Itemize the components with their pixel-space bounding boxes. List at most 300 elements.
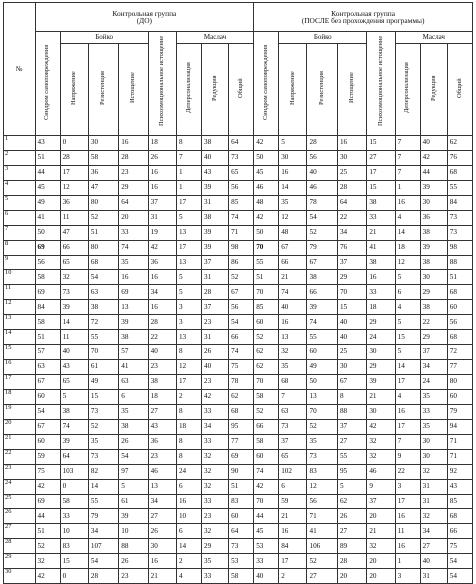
before-cell: 18: [148, 389, 176, 404]
before-cell: 23: [148, 360, 176, 375]
before-cell: 85: [229, 195, 254, 210]
before-cell: 18: [148, 136, 176, 151]
after-resistance-header: Резистенция: [307, 44, 337, 136]
table-row: [4, 360, 473, 375]
after-cell: 21: [367, 389, 395, 404]
after-cell: 7: [395, 434, 420, 449]
before-cell: 73: [60, 285, 88, 300]
after-cell: 43: [447, 479, 472, 494]
before-cell: 31: [201, 195, 228, 210]
before-cell: 6: [176, 524, 201, 539]
before-cell: 26: [201, 345, 228, 360]
before-cell: 60: [35, 389, 60, 404]
after-cell: 52: [254, 330, 279, 345]
row-number: 16: [4, 360, 36, 375]
after-cell: 7: [395, 136, 420, 151]
table-row: [4, 494, 473, 509]
after-cell: 71: [447, 449, 472, 464]
table-row: [4, 180, 473, 195]
after-cell: 15: [367, 136, 395, 151]
before-cell: 54: [229, 315, 254, 330]
after-cell: 16: [337, 136, 366, 151]
row-number: 10: [4, 270, 36, 285]
after-cell: 73: [447, 225, 472, 240]
after-cell: 12: [395, 255, 420, 270]
after-cell: 67: [279, 240, 307, 255]
after-cell: 21: [367, 524, 395, 539]
after-cell: 67: [337, 375, 366, 390]
after-cell: 11: [395, 524, 420, 539]
after-cell: 16: [395, 404, 420, 419]
before-cell: 98: [229, 240, 254, 255]
results-table: [3, 2, 473, 584]
before-cell: 27: [148, 509, 176, 524]
after-cell: 50: [307, 375, 337, 390]
after-cell: 85: [254, 300, 279, 315]
after-cell: 71: [447, 434, 472, 449]
before-cell: 39: [201, 180, 228, 195]
before-cell: 32: [201, 479, 228, 494]
after-cell: 106: [307, 539, 337, 554]
before-cell: 39: [201, 225, 228, 240]
after-cell: 34: [420, 524, 447, 539]
after-cell: 22: [337, 210, 366, 225]
before-cell: 31: [201, 330, 228, 345]
after-cell: 32: [367, 449, 395, 464]
after-cell: 38: [420, 300, 447, 315]
after-cell: 35: [279, 360, 307, 375]
before-cell: 62: [229, 389, 254, 404]
before-cell: 15: [60, 554, 88, 569]
before-cell: 75: [35, 464, 60, 479]
after-cell: 38: [420, 255, 447, 270]
before-cell: 43: [60, 360, 88, 375]
after-cell: 70: [254, 494, 279, 509]
before-cell: 77: [229, 434, 254, 449]
before-cell: 38: [88, 300, 118, 315]
after-cell: 35: [420, 419, 447, 434]
row-number: 15: [4, 345, 36, 360]
before-tension-header: Напряжение: [60, 44, 88, 136]
after-cell: 62: [254, 345, 279, 360]
before-cell: 42: [35, 569, 60, 584]
before-cell: 67: [35, 375, 60, 390]
before-cell: 74: [229, 345, 254, 360]
after-cell: 17: [395, 494, 420, 509]
before-cell: 34: [148, 285, 176, 300]
after-cell: 40: [307, 165, 337, 180]
table-row: [4, 330, 473, 345]
after-exhaustion-header: Истощение: [337, 44, 366, 136]
before-cell: 34: [148, 494, 176, 509]
after-cell: 25: [337, 165, 366, 180]
after-cell: 32: [420, 464, 447, 479]
after-cell: 42: [254, 136, 279, 151]
before-cell: 57: [35, 345, 60, 360]
before-cell: 13: [119, 300, 148, 315]
before-cell: 65: [229, 165, 254, 180]
after-cell: 20: [367, 509, 395, 524]
row-number: 4: [4, 180, 36, 195]
after-cell: 33: [254, 554, 279, 569]
after-cell: 85: [447, 494, 472, 509]
table-row: [4, 285, 473, 300]
before-cell: 36: [88, 165, 118, 180]
after-cell: 9: [367, 479, 395, 494]
before-cell: 13: [148, 479, 176, 494]
row-number: 1: [4, 136, 36, 151]
before-cell: 2: [176, 554, 201, 569]
after-cell: 26: [337, 509, 366, 524]
after-cell: 63: [279, 404, 307, 419]
before-cell: 58: [88, 150, 118, 165]
after-cell: 29: [420, 285, 447, 300]
before-cell: 40: [148, 345, 176, 360]
before-cell: 31: [148, 210, 176, 225]
before-cell: 69: [35, 240, 60, 255]
after-cell: 16: [395, 539, 420, 554]
before-cell: 42: [35, 479, 60, 494]
row-number: 20: [4, 419, 36, 434]
before-cell: 39: [119, 315, 148, 330]
before-cell: 33: [201, 569, 228, 584]
after-cell: 28: [337, 554, 366, 569]
before-cell: 8: [176, 404, 201, 419]
after-cell: 30: [420, 449, 447, 464]
before-cell: 84: [35, 300, 60, 315]
row-number: 8: [4, 240, 36, 255]
after-cell: 56: [307, 150, 337, 165]
row-number: 13: [4, 315, 36, 330]
before-cell: 72: [88, 315, 118, 330]
after-cell: 68: [447, 285, 472, 300]
table-row: [4, 345, 473, 360]
before-resistance-header: Резистенция: [88, 44, 118, 136]
after-cell: 1: [395, 180, 420, 195]
before-cell: 33: [60, 509, 88, 524]
after-total-header: Общий: [447, 44, 472, 136]
before-cell: 69: [119, 285, 148, 300]
before-cell: 64: [60, 449, 88, 464]
after-cell: 40: [254, 569, 279, 584]
after-cell: 27: [420, 539, 447, 554]
after-cell: 21: [367, 225, 395, 240]
row-number: 3: [4, 165, 36, 180]
after-syndrome-header: Синдром самоповреждения: [254, 32, 279, 136]
row-number: 19: [4, 404, 36, 419]
after-cell: 31: [420, 569, 447, 584]
after-cell: 51: [254, 270, 279, 285]
row-number: 7: [4, 225, 36, 240]
table-row: [4, 165, 473, 180]
after-cell: 54: [447, 569, 472, 584]
before-cell: 47: [88, 180, 118, 195]
after-cell: 12: [307, 479, 337, 494]
after-cell: 40: [337, 315, 366, 330]
after-cell: 45: [254, 165, 279, 180]
after-cell: 102: [279, 464, 307, 479]
after-cell: 45: [254, 524, 279, 539]
before-cell: 26: [148, 150, 176, 165]
after-cell: 39: [367, 375, 395, 390]
after-cell: 74: [254, 464, 279, 479]
after-cell: 14: [279, 180, 307, 195]
after-cell: 28: [337, 180, 366, 195]
after-cell: 73: [447, 210, 472, 225]
before-cell: 54: [35, 404, 60, 419]
before-cell: 5: [60, 389, 88, 404]
after-cell: 22: [420, 315, 447, 330]
after-cell: 29: [367, 315, 395, 330]
after-cell: 33: [420, 404, 447, 419]
table-row: [4, 136, 473, 151]
after-cell: 28: [307, 136, 337, 151]
after-cell: 89: [337, 539, 366, 554]
after-cell: 17: [395, 419, 420, 434]
before-cell: 8: [176, 345, 201, 360]
before-cell: 79: [88, 509, 118, 524]
after-cell: 68: [447, 509, 472, 524]
before-cell: 23: [148, 449, 176, 464]
before-cell: 16: [148, 554, 176, 569]
after-cell: 98: [447, 240, 472, 255]
row-number: 28: [4, 539, 36, 554]
before-cell: 37: [201, 255, 228, 270]
after-cell: 66: [279, 255, 307, 270]
row-number: 18: [4, 389, 36, 404]
before-cell: 10: [60, 524, 88, 539]
before-cell: 5: [176, 285, 201, 300]
before-cell: 52: [35, 539, 60, 554]
after-cell: 4: [395, 300, 420, 315]
before-cell: 60: [229, 509, 254, 524]
after-cell: 70: [337, 285, 366, 300]
after-cell: 32: [420, 509, 447, 524]
before-cell: 29: [119, 180, 148, 195]
before-cell: 49: [35, 195, 60, 210]
before-cell: 58: [35, 270, 60, 285]
after-cell: 70: [254, 285, 279, 300]
before-cell: 3: [176, 300, 201, 315]
row-number: 6: [4, 210, 36, 225]
after-cell: 73: [279, 419, 307, 434]
after-cell: 52: [254, 404, 279, 419]
before-cell: 10: [119, 524, 148, 539]
after-cell: 31: [420, 494, 447, 509]
after-cell: 52: [307, 419, 337, 434]
after-cell: 94: [447, 419, 472, 434]
before-cell: 28: [88, 569, 118, 584]
before-cell: 38: [201, 210, 228, 225]
after-cell: 41: [367, 240, 395, 255]
after-cell: 60: [447, 300, 472, 315]
before-cell: 16: [148, 180, 176, 195]
after-cell: 37: [420, 345, 447, 360]
after-cell: 16: [279, 524, 307, 539]
before-cell: 43: [148, 419, 176, 434]
before-cell: 35: [119, 255, 148, 270]
after-cell: 27: [307, 569, 337, 584]
after-cell: 32: [367, 539, 395, 554]
table-row: [4, 240, 473, 255]
after-cell: 17: [395, 375, 420, 390]
before-cell: 37: [201, 300, 228, 315]
before-exhaustion-header: Истощение: [119, 44, 148, 136]
before-cell: 17: [60, 165, 88, 180]
row-number: 2: [4, 150, 36, 165]
before-cell: 67: [229, 285, 254, 300]
after-cell: 30: [420, 195, 447, 210]
before-cell: 42: [201, 389, 228, 404]
after-cell: 30: [337, 360, 366, 375]
before-cell: 61: [88, 360, 118, 375]
before-cell: 3: [176, 315, 201, 330]
row-number: 23: [4, 464, 36, 479]
before-cell: 58: [35, 315, 60, 330]
table-row: [4, 389, 473, 404]
after-cell: 20: [337, 569, 366, 584]
after-cell: 56: [307, 494, 337, 509]
after-cell: 77: [447, 360, 472, 375]
after-cell: 34: [420, 360, 447, 375]
before-cell: 34: [201, 419, 228, 434]
after-cell: 42: [254, 479, 279, 494]
before-cell: 21: [148, 569, 176, 584]
after-cell: 30: [337, 150, 366, 165]
before-cell: 22: [148, 330, 176, 345]
before-cell: 8: [176, 136, 201, 151]
before-cell: 66: [229, 330, 254, 345]
after-cell: 1: [395, 554, 420, 569]
after-cell: 48: [279, 225, 307, 240]
before-cell: 75: [229, 360, 254, 375]
before-cell: 60: [35, 434, 60, 449]
before-cell: 37: [148, 195, 176, 210]
table-row: [4, 419, 473, 434]
after-cell: 48: [254, 195, 279, 210]
before-cell: 27: [148, 404, 176, 419]
after-cell: 33: [367, 285, 395, 300]
after-cell: 52: [307, 225, 337, 240]
after-cell: 58: [254, 389, 279, 404]
row-number: 9: [4, 255, 36, 270]
after-cell: 40: [420, 554, 447, 569]
after-cell: 95: [337, 464, 366, 479]
before-cell: 80: [88, 195, 118, 210]
before-cell: 54: [119, 449, 148, 464]
before-cell: 51: [35, 524, 60, 539]
after-cell: 18: [395, 240, 420, 255]
after-cell: 42: [254, 210, 279, 225]
before-cell: 65: [60, 255, 88, 270]
after-cell: 15: [367, 180, 395, 195]
before-cell: 13: [176, 255, 201, 270]
before-cell: 32: [35, 554, 60, 569]
before-cell: 38: [60, 404, 88, 419]
group-before-header: [35, 3, 254, 32]
after-cell: 54: [307, 210, 337, 225]
before-cell: 40: [60, 345, 88, 360]
after-cell: 40: [337, 330, 366, 345]
before-cell: 13: [176, 225, 201, 240]
before-cell: 39: [119, 509, 148, 524]
after-cell: 12: [279, 210, 307, 225]
group-after-header: [254, 3, 473, 32]
before-cell: 19: [148, 225, 176, 240]
after-cell: 79: [447, 404, 472, 419]
document-page: [3, 2, 473, 584]
after-cell: 30: [367, 345, 395, 360]
after-cell: 55: [337, 449, 366, 464]
after-cell: 7: [279, 389, 307, 404]
before-cell: 35: [201, 554, 228, 569]
before-cell: 55: [88, 330, 118, 345]
before-cell: 73: [88, 404, 118, 419]
after-cell: 32: [367, 434, 395, 449]
after-cell: 13: [307, 389, 337, 404]
after-cell: 27: [337, 524, 366, 539]
after-cell: 68: [447, 330, 472, 345]
row-number: 30: [4, 569, 36, 584]
before-cell: 28: [148, 315, 176, 330]
table-body: [4, 136, 473, 584]
table-row: [4, 150, 473, 165]
before-cell: 35: [119, 404, 148, 419]
before-cell: 71: [229, 225, 254, 240]
before-cell: 74: [119, 240, 148, 255]
before-cell: 0: [60, 479, 88, 494]
before-cell: 6: [176, 479, 201, 494]
after-cell: 52: [307, 554, 337, 569]
row-number: 29: [4, 554, 36, 569]
before-cell: 5: [176, 210, 201, 225]
after-cell: 40: [279, 300, 307, 315]
before-cell: 39: [201, 240, 228, 255]
table-row: [4, 300, 473, 315]
before-cell: 68: [88, 255, 118, 270]
after-cell: 49: [307, 360, 337, 375]
before-cell: 64: [229, 136, 254, 151]
before-cell: 59: [35, 449, 60, 464]
before-cell: 23: [201, 315, 228, 330]
before-cell: 16: [176, 494, 201, 509]
before-cell: 74: [229, 210, 254, 225]
after-cell: 5: [395, 345, 420, 360]
before-cell: 78: [229, 375, 254, 390]
before-cell: 95: [229, 419, 254, 434]
before-cell: 63: [88, 285, 118, 300]
after-cell: 13: [279, 330, 307, 345]
row-number: 26: [4, 509, 36, 524]
after-cell: 7: [395, 165, 420, 180]
after-cell: 76: [447, 150, 472, 165]
before-cell: 31: [201, 270, 228, 285]
row-number: 25: [4, 494, 36, 509]
table-row: [4, 315, 473, 330]
before-cell: 29: [201, 539, 228, 554]
before-cell: 36: [148, 255, 176, 270]
table-row: [4, 210, 473, 225]
after-cell: 29: [337, 270, 366, 285]
after-cell: 37: [337, 255, 366, 270]
before-cell: 61: [119, 494, 148, 509]
before-cell: 32: [60, 270, 88, 285]
after-cell: 80: [447, 375, 472, 390]
before-cell: 16: [148, 165, 176, 180]
before-cell: 44: [35, 165, 60, 180]
before-cell: 53: [229, 554, 254, 569]
before-boyko-header: Бойко: [60, 32, 148, 44]
